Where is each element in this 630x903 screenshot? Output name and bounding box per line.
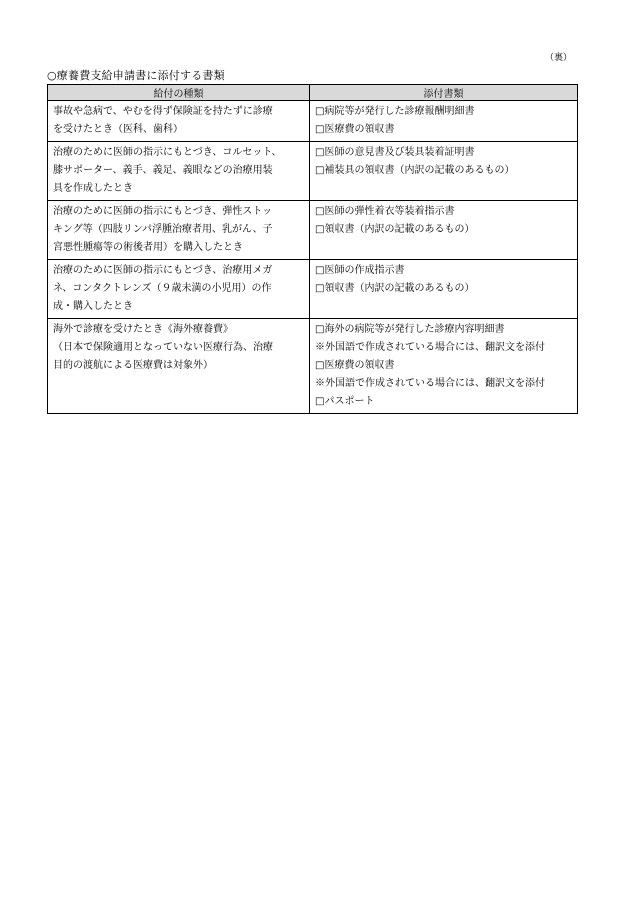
documents-cell (310, 142, 578, 201)
document-item: □医療費の領収書 (315, 360, 395, 371)
document-note: ※外国語で作成されている場合には、翻訳文を添付 (315, 378, 545, 389)
case-line: （日本で保険適用となっていない医療行為、治療 (53, 342, 273, 353)
documents-cell (310, 201, 578, 260)
case-line: 膝サポーター、義手、義足、義眼などの治療用装 (53, 165, 273, 176)
benefit-case-cell (48, 101, 310, 142)
header-benefit-type: 給付の種類 (48, 85, 310, 101)
case-line: 成・購入したとき (53, 301, 133, 312)
document-item: □病院等が発行した診療報酬明細書 (315, 106, 475, 117)
table-row (48, 260, 578, 319)
document-item: □医療費の領収書 (315, 124, 395, 135)
case-line: 具を作成したとき (53, 183, 133, 194)
documents-cell (310, 260, 578, 319)
case-line: 治療のために医師の指示にもとづき、コルセット、 (53, 147, 282, 158)
document-item: □海外の病院等が発行した診療内容明細書 (315, 324, 505, 335)
benefit-case-cell (48, 319, 310, 414)
benefit-case-cell (48, 201, 310, 260)
benefit-case-cell (48, 142, 310, 201)
document-item: □補装具の領収書（内訳の記載のあるもの） (315, 165, 515, 176)
document-item: □領収書（内訳の記載のあるもの） (315, 224, 475, 235)
table-row (48, 101, 578, 142)
case-line: 治療のために医師の指示にもとづき、弾性ストッ (53, 206, 273, 217)
page-side-marker: （裏） (544, 53, 572, 63)
case-line: 目的の渡航による医療費は対象外） (53, 360, 213, 371)
document-item: □領収書（内訳の記載のあるもの） (315, 283, 475, 294)
table-header-row (48, 85, 578, 101)
case-line: 治療のために医師の指示にもとづき、治療用メガ (53, 265, 273, 276)
table-row (48, 201, 578, 260)
document-item: □医師の弾性着衣等装着指示書 (315, 206, 455, 217)
documents-cell (310, 319, 578, 414)
document-item: □パスポート (315, 396, 375, 407)
table-row (48, 142, 578, 201)
document-note: ※外国語で作成されている場合には、翻訳文を添付 (315, 342, 545, 353)
benefit-case-cell (48, 260, 310, 319)
case-line: 海外で診療を受けたとき《海外療養費》 (53, 324, 233, 335)
section-title: ○療養費支給申請書に添付する書類 (47, 69, 225, 82)
case-line: ネ、コンタクトレンズ（９歳未満の小児用）の作 (53, 283, 272, 294)
document-item: □医師の作成指示書 (315, 265, 405, 276)
case-line: キング等（四肢リンパ浮腫治療者用、乳がん、子 (53, 224, 273, 235)
attachments-table (47, 84, 578, 414)
header-attachments: 添付書類 (310, 85, 578, 101)
case-line: 宮悪性腫瘍等の術後者用）を購入したとき (53, 242, 243, 253)
documents-cell (310, 101, 578, 142)
document-item: □医師の意見書及び装具装着証明書 (315, 147, 475, 158)
case-line: 事故や急病で、やむを得ず保険証を持たずに診療 (53, 106, 273, 117)
table-row (48, 319, 578, 414)
case-line: を受けたとき（医科、歯科） (53, 124, 183, 135)
